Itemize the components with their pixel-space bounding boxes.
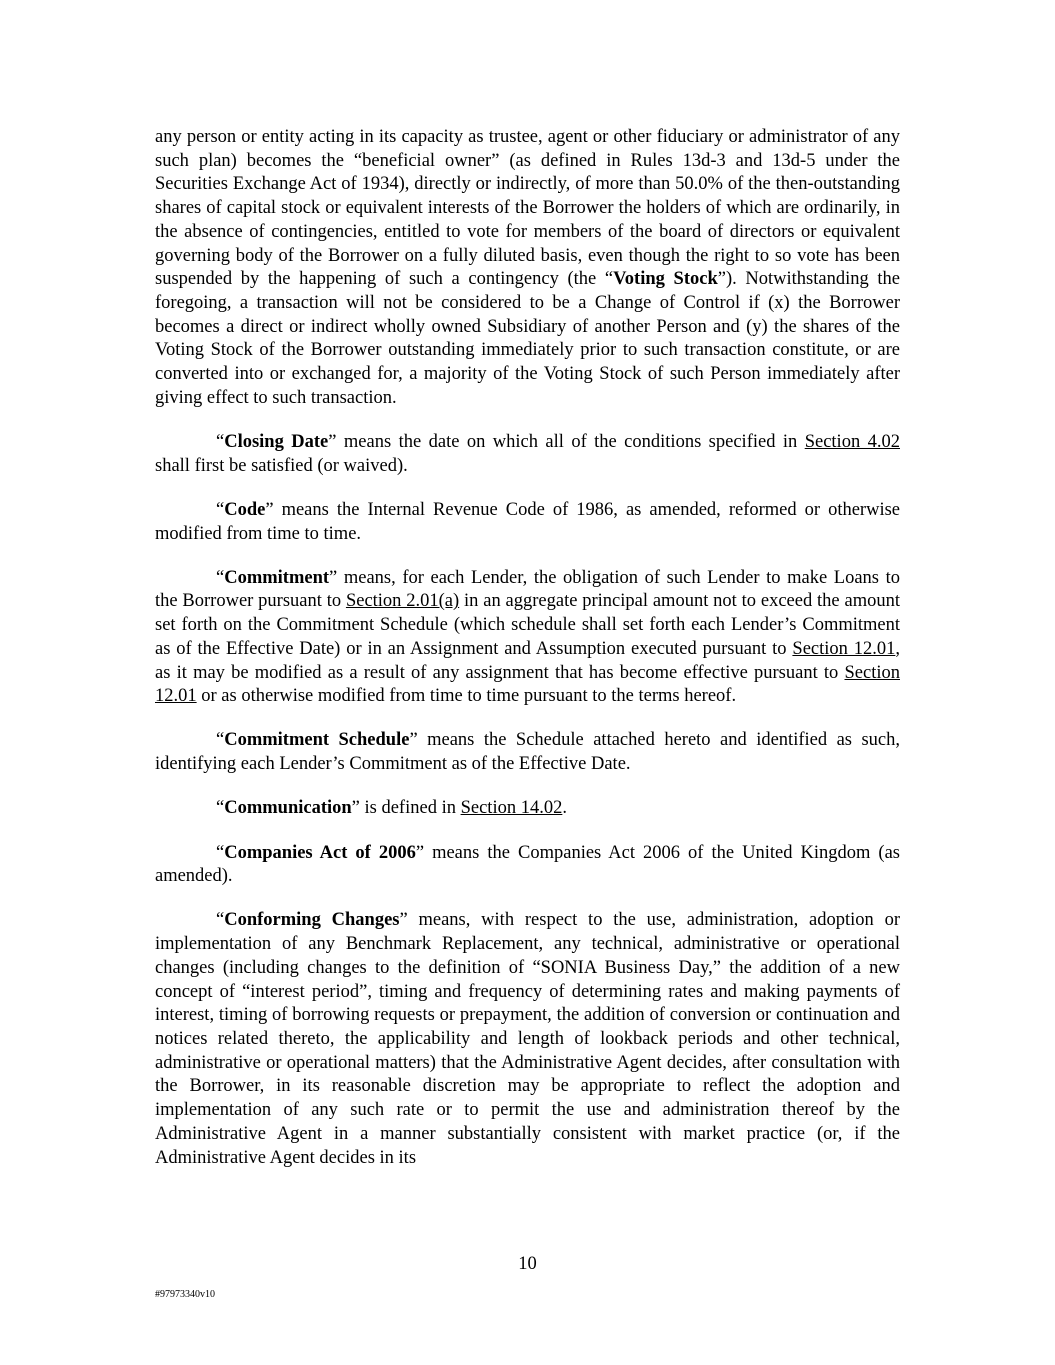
text-run: ” is defined in [351,798,461,819]
text-run: or as otherwise modified from time to time pursuant to the terms hereof. [196,686,737,707]
defined-term-commitment: Commitment [224,567,330,588]
definition-commitment [155,567,900,709]
text-run: , as it may be modified as a result of any assignment that has become effective pursuant to [155,638,900,683]
open-quote: “ [216,910,225,931]
definition-commitment-schedule [155,729,900,776]
open-quote: “ [216,431,225,452]
text-run: ” means, with respect to the use, administration, adoption or implementation of any Benchmark Replacement, any technical, administrative or operational changes (including changes to the definition of “SONIA Business Day,” the addition of a new concept of “interest period”, timing and frequency of determining rates and making payments of interest, timing of borrowing requests or prepayment, the addition of conversion or continuation and notices related thereto, the applicability and length of lookback periods and other technical, administrative or operational matters) that the Administrative Agent decides, after consultation with the Borrower, in its reasonable discretion may be appropriate to reflect the adoption and implementation of any such rate or to permit the use and administration thereof by the Administrative Agent in a manner substantially consistent with market practice (or, if the Administrative Agent decides in its [155,910,900,1168]
defined-term-companies-act: Companies Act of 2006 [224,842,416,863]
document-id: #97973340v10 [155,1289,215,1300]
document-body [155,126,900,1191]
definition-communication [155,797,900,821]
defined-term-closing-date: Closing Date [224,431,329,452]
open-quote: “ [216,567,225,588]
text-run: ” means the Internal Revenue Code of 1986, as amended, reformed or otherwise modified from time to time. [155,499,900,544]
text-run: ” means the Schedule attached hereto and identified as such, identifying each Lender’s Commitment as of the Effective Date. [155,730,900,775]
page-number: 10 [518,1254,537,1274]
defined-term-commitment-schedule: Commitment Schedule [224,730,410,751]
definition-closing-date [155,431,900,478]
section-reference: Section 12.01 [792,638,896,659]
text-run: . [562,798,567,819]
text-run: ” means, for each Lender, the obligation of such Lender to make Loans to the Borrower pursuant to [155,567,900,612]
text-run: shall first be satisfied (or waived). [155,455,408,476]
section-reference: Section 2.01(a) [345,591,460,612]
paragraph-change-of-control-continued [155,126,900,410]
defined-term-code: Code [224,499,266,520]
open-quote: “ [216,730,225,751]
defined-term-voting-stock: Voting Stock [613,269,718,290]
section-reference: Section 4.02 [804,431,900,452]
open-quote: “ [216,842,225,863]
definition-conforming-changes [155,909,900,1170]
text-run: any person or entity acting in its capacity as trustee, agent or other fiduciary or administrator of any such plan) becomes the “beneficial owner” (as defined in Rules 13d-3 and 13d-5 under the Securities Exchange Act of 1934), directly or indirectly, of more than 50.0% of the then-outstanding shares of capital stock or equivalent interests of the Borrower the holders of which are ordinarily, in the absence of contingencies, entitled to vote for members of the board of directors or equivalent governing body of the Borrower on a fully diluted basis, even though the right to so vote has been suspended by the happening of such a contingency (the “ [155,127,900,290]
section-reference: Section 12.01 [155,662,900,707]
text-run: ” means the date on which all of the conditions specified in [328,431,805,452]
defined-term-communication: Communication [224,798,352,819]
open-quote: “ [216,499,225,520]
section-reference: Section 14.02 [460,798,563,819]
defined-term-conforming-changes: Conforming Changes [224,910,400,931]
open-quote: “ [216,798,225,819]
text-run: in an aggregate principal amount not to exceed the amount set forth on the Commitment Schedule (which schedule shall set forth each Lender’s Commitment as of the Effective Date) or in an Assignment and Assumption executed pursuant to [155,591,900,659]
definition-companies-act [155,842,900,889]
definition-code [155,499,900,546]
text-run: ”). Notwithstanding the foregoing, a transaction will not be considered to be a Change of Control if (x) the Borrower becomes a direct or indirect wholly owned Subsidiary of another Person and (y) the shares of the Voting Stock of the Borrower outstanding immediately prior to such transaction constitute, or are converted into or exchanged for, a majority of the Voting Stock of such Person immediately after giving effect to such transaction. [155,269,901,408]
text-run: ” means the Companies Act 2006 of the United Kingdom (as amended). [155,842,900,887]
